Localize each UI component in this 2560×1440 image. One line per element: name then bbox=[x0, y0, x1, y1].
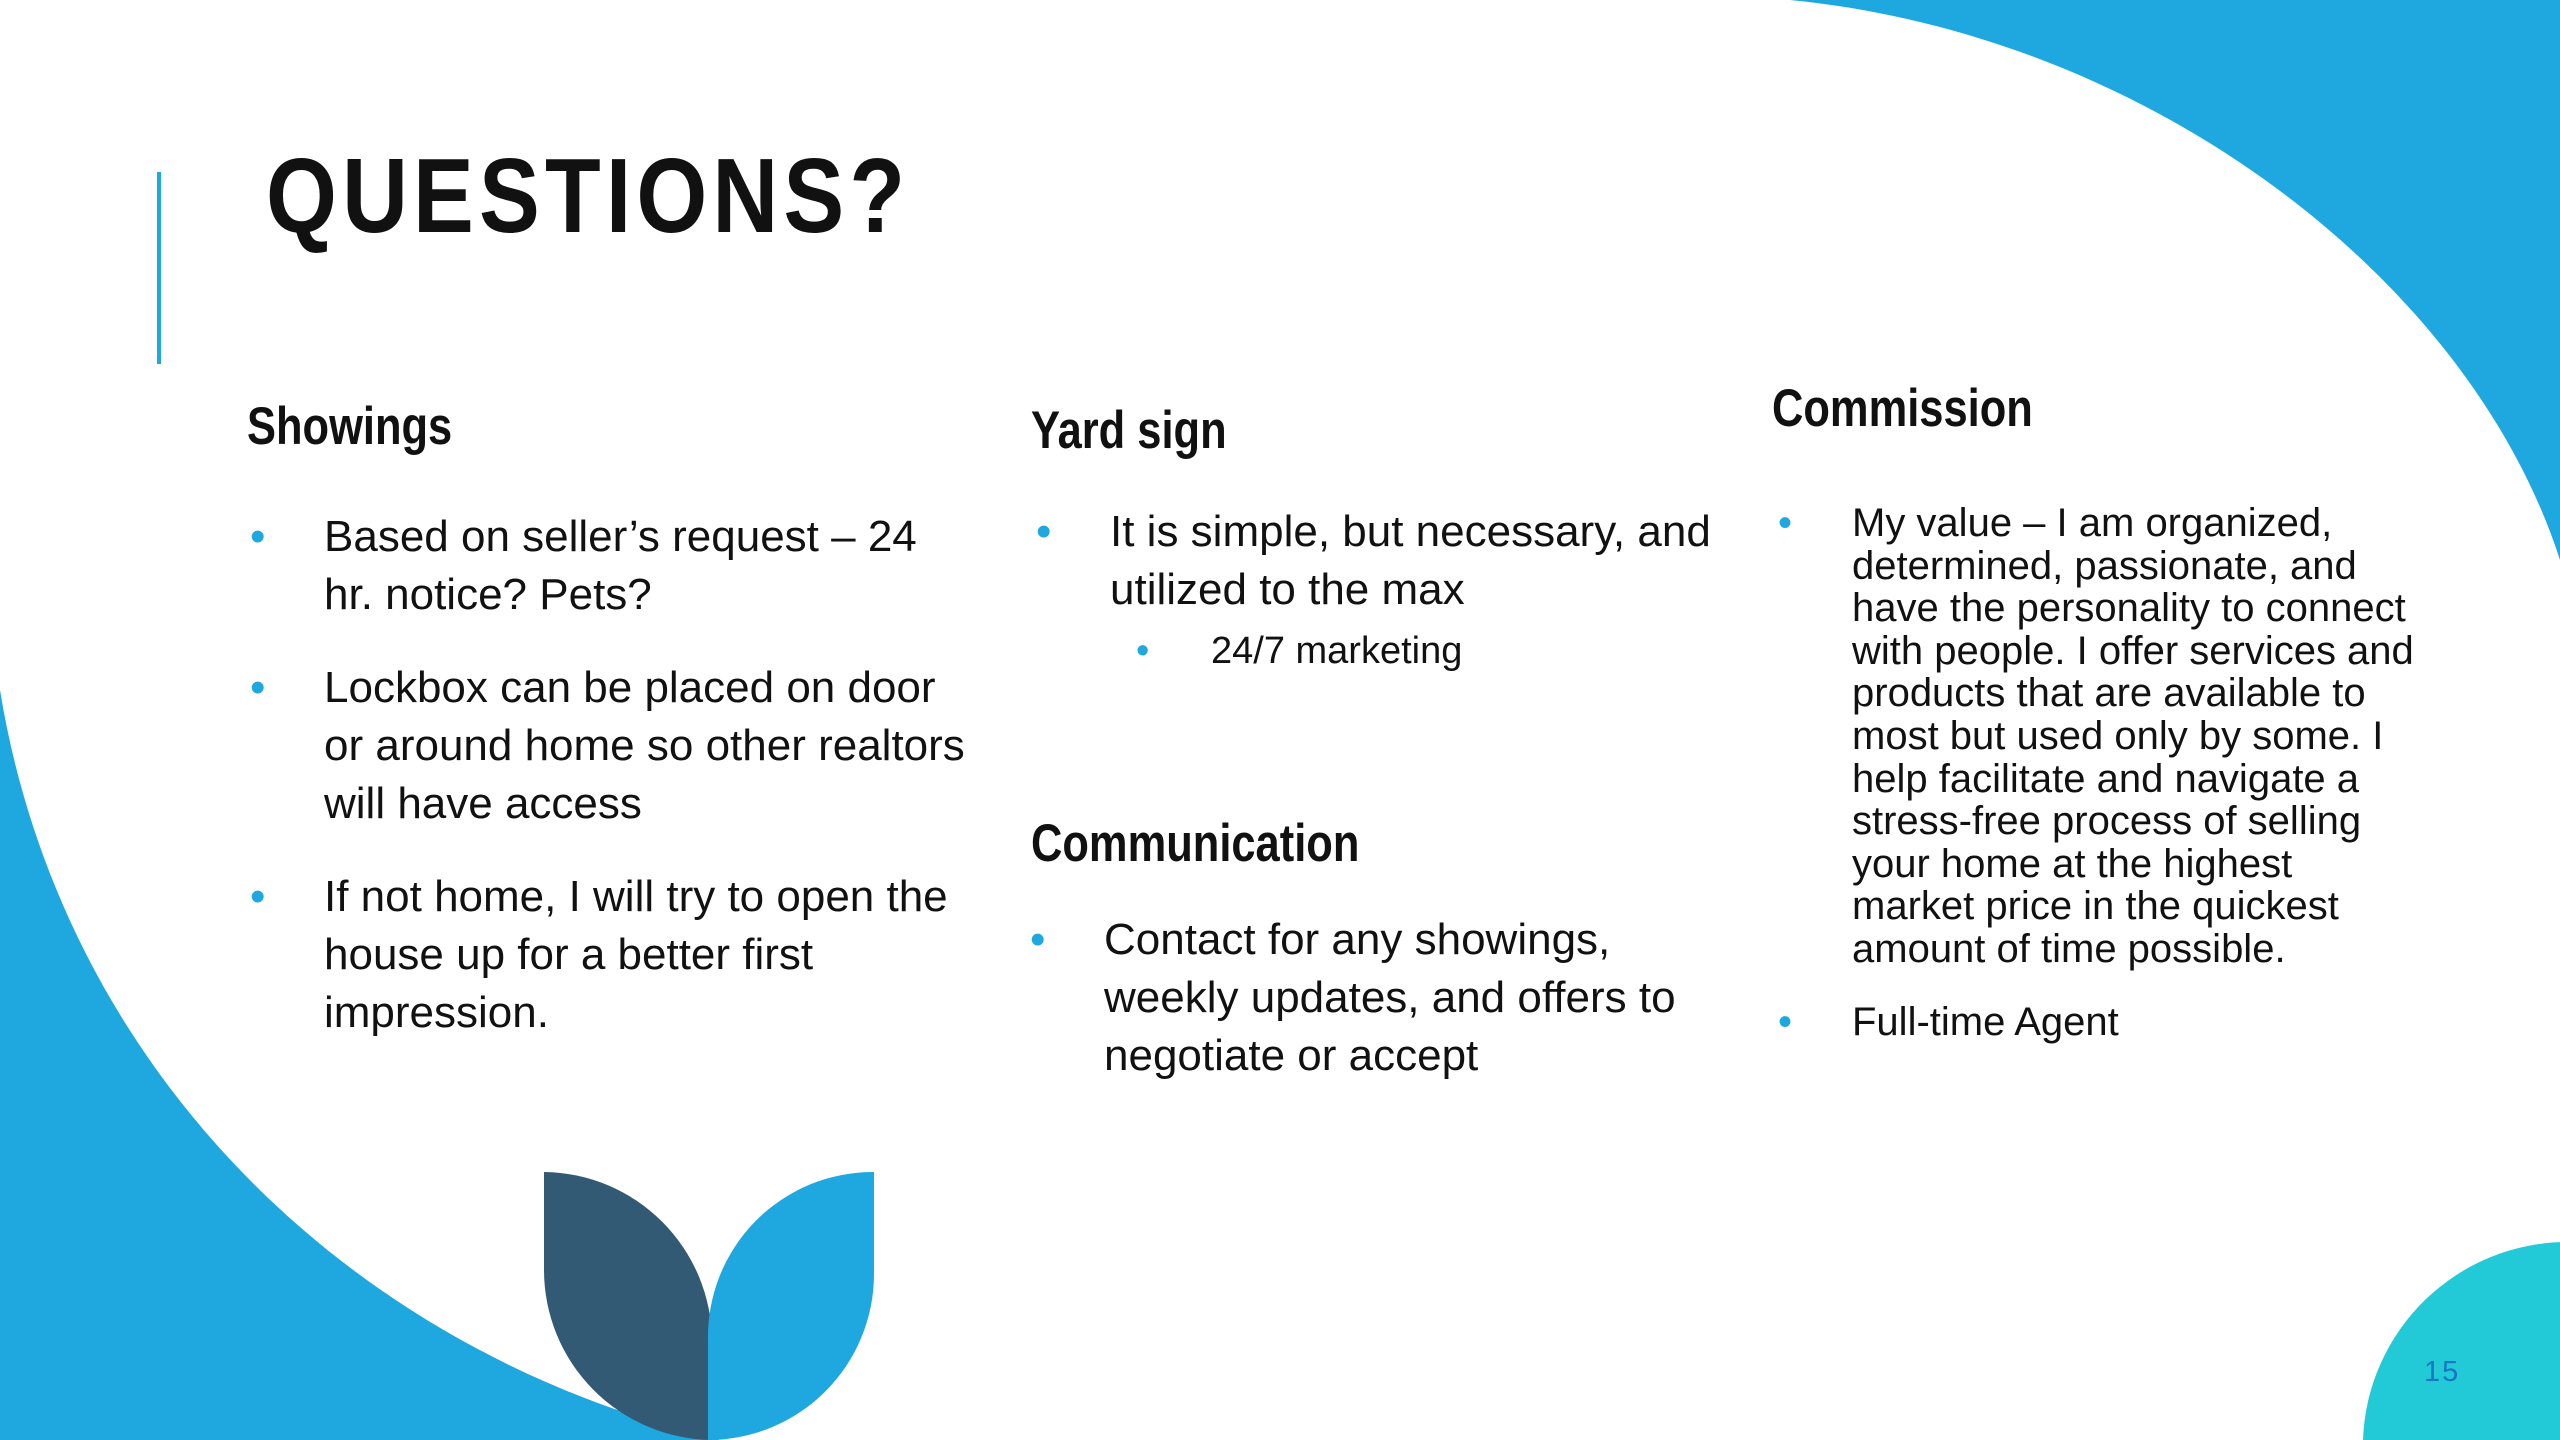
showings-heading: Showings bbox=[247, 397, 453, 456]
list-item: • It is simple, but necessary, and utilized to the max bbox=[1036, 503, 1756, 619]
commission-heading: Commission bbox=[1772, 379, 2033, 438]
bullet-dot-icon: • bbox=[250, 512, 266, 561]
page-number: 15 bbox=[2424, 1356, 2461, 1388]
bullet-dot-icon: • bbox=[1778, 501, 1793, 545]
list-item: • If not home, I will try to open the house up for a better first impression. bbox=[250, 868, 970, 1042]
list-item: • Based on seller’s request – 24 hr. notice? Pets? bbox=[250, 508, 970, 624]
sub-list-item: • 24/7 marketing bbox=[1036, 625, 1756, 677]
list-item: • Contact for any showings, weekly updates, and offers to negotiate or accept bbox=[1030, 911, 1680, 1085]
title-accent-line bbox=[157, 172, 161, 364]
background-blue-top-right-shape bbox=[1790, 0, 2560, 560]
communication-list bbox=[1030, 911, 1680, 1085]
bullet-dot-icon: • bbox=[250, 663, 266, 712]
yard-sign-list bbox=[1036, 503, 1756, 677]
bullet-dot-icon: • bbox=[250, 872, 266, 921]
list-item: • Full-time Agent bbox=[1778, 999, 2119, 1044]
bullet-dot-icon: • bbox=[1778, 999, 1793, 1044]
communication-heading: Communication bbox=[1031, 814, 1360, 873]
list-item: • Lockbox can be placed on door or around home so other realtors will have access bbox=[250, 659, 970, 833]
yard-sign-heading: Yard sign bbox=[1031, 401, 1227, 460]
slide-title: QUESTIONS? bbox=[266, 137, 911, 255]
bullet-dot-icon: • bbox=[1136, 630, 1150, 672]
commission-list bbox=[1778, 502, 2418, 1073]
leaf-blue-icon bbox=[708, 1172, 874, 1440]
teal-corner-circle bbox=[2363, 1242, 2560, 1440]
bullet-dot-icon: • bbox=[1036, 507, 1052, 556]
bullet-dot-icon: • bbox=[1030, 915, 1046, 964]
showings-list bbox=[250, 508, 970, 1077]
list-item: • My value – I am organized, determined, passionate, and have the personality to connect with people. I offer services and products that are available to most but used only by some. I help facilitate and navigate a stress-free process of selling your home at the highest market price in the quickest amount of time possible. bbox=[1778, 501, 2414, 971]
